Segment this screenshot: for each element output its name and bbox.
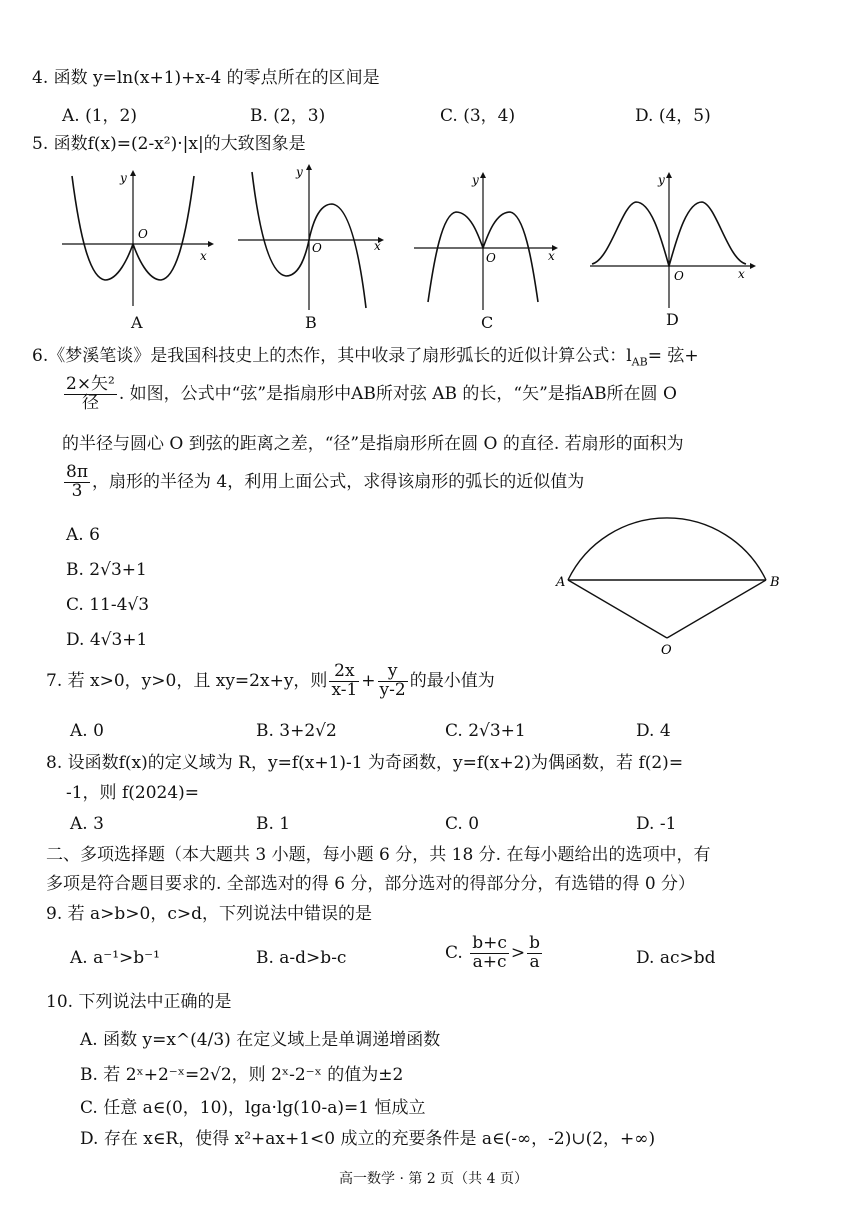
q9-c-gt: >	[510, 942, 526, 963]
q9-option-b: B. a-d>b-c	[256, 948, 347, 968]
q10-option-a: A. 函数 y=x^(4/3) 在定义域上是单调递增函数	[80, 1030, 441, 1050]
q6-line1-tail: = 弦+	[647, 346, 699, 366]
q6-frac1-num: 2×矢²	[66, 374, 115, 394]
graph-d-x-label: x	[738, 267, 745, 281]
q7-stem-pre: 7. 若 x>0，y>0，且 xy=2x+y，则	[46, 670, 328, 691]
q5-graph-a	[60, 168, 215, 308]
q4-option-b: B. (2，3)	[250, 106, 326, 126]
section-2-heading-line1: 二、多项选择题（本大题共 3 小题，每小题 6 分，共 18 分. 在每小题给出的选项中，有	[46, 845, 711, 865]
q7-f2-num: y	[378, 663, 408, 682]
q9-option-a: A. a⁻¹>b⁻¹	[70, 948, 160, 968]
q5-graph-b-label: B	[305, 313, 317, 332]
graph-c-y-label: y	[472, 173, 479, 187]
q7-option-c: C. 2√3+1	[445, 721, 526, 741]
q7-f1-den: x-1	[331, 679, 358, 700]
q8-line1: 8. 设函数f(x)的定义域为 R，y=f(x+1)-1 为奇函数，y=f(x+2)为偶函数，若 f(2)=	[46, 753, 684, 773]
q8-option-c: C. 0	[445, 814, 480, 834]
q6-line4-text: ，扇形的半径为 4，利用上面公式，求得该扇形的弧长的近似值为	[92, 471, 585, 492]
q6-line2	[62, 376, 677, 413]
q8-option-a: A. 3	[70, 814, 104, 834]
q7-option-a: A. 0	[70, 721, 104, 741]
q9-c-den2: a	[529, 951, 540, 972]
q6-frac2-den: 3	[71, 480, 83, 501]
sector-point-b: B	[770, 575, 780, 590]
q7-option-d: D. 4	[636, 721, 671, 741]
q6-line2-text: . 如图，公式中“弦”是指扇形中AB所对弦 AB 的长，“矢”是指AB所在圆 O	[118, 383, 677, 404]
q5-graph-c	[412, 170, 562, 312]
q4-option-d: D. (4，5)	[635, 106, 711, 126]
q9-option-c-label: C.	[445, 942, 463, 963]
q8-option-b: B. 1	[256, 814, 291, 834]
graph-b-x-label: x	[374, 239, 381, 253]
sector-point-a: A	[556, 575, 566, 590]
q10-option-b: B. 若 2ˣ+2⁻ˣ=2√2，则 2ˣ-2⁻ˣ 的值为±2	[80, 1065, 404, 1085]
section-2-heading-line2: 多项是符合题目要求的. 全部选对的得 6 分，部分选对的得部分分，有选错的得 0 分）	[46, 874, 696, 894]
q6-option-d: D. 4√3+1	[66, 630, 148, 650]
q8-option-d: D. -1	[636, 814, 677, 834]
q6-line4	[62, 464, 584, 501]
q9-option-d: D. ac>bd	[636, 948, 716, 968]
graph-b-y-label: y	[296, 165, 303, 179]
graph-d-origin-label: O	[674, 269, 684, 283]
q5-graph-a-label: A	[131, 313, 143, 332]
q10-option-d: D. 存在 x∈R，使得 x²+ax+1<0 成立的充要条件是 a∈(-∞，-2)∪(2，+∞)	[80, 1129, 656, 1149]
q4-option-a: A. (1，2)	[62, 106, 137, 126]
sector-point-o: O	[661, 643, 672, 658]
q4-option-c: C. (3，4)	[440, 106, 516, 126]
q6-fraction-2	[64, 464, 90, 501]
q4-stem: 4. 函数 y=ln(x+1)+x-4 的零点所在的区间是	[32, 68, 380, 88]
q6-fraction-1	[64, 376, 117, 413]
q6-option-c: C. 11-4√3	[66, 595, 150, 615]
q9-stem: 9. 若 a>b>0，c>d，下列说法中错误的是	[46, 904, 372, 924]
q7-fraction-1	[329, 663, 359, 700]
q5-graph-d-label: D	[666, 310, 679, 329]
q7-option-b: B. 3+2√2	[256, 721, 337, 741]
graph-b-origin-label: O	[312, 241, 322, 255]
q6-line1-text: 6.《梦溪笔谈》是我国科技史上的杰作，其中收录了扇形弧长的近似计算公式：l	[32, 346, 632, 366]
page-footer: 高一数学 · 第 2 页（共 4 页）	[339, 1171, 528, 1187]
q7-stem-post: 的最小值为	[409, 670, 495, 691]
q5-graph-c-label: C	[481, 313, 494, 332]
q6-option-a: A. 6	[66, 525, 100, 545]
q6-line1-sub: AB	[631, 355, 648, 369]
q9-c-num2: b	[529, 933, 541, 953]
q7-f1-num: 2x	[329, 663, 359, 682]
q9-option-c-frac2	[527, 935, 542, 972]
q7-stem	[46, 663, 495, 700]
q8-line2: -1，则 f(2024)=	[66, 783, 200, 803]
q10-stem: 10. 下列说法中正确的是	[46, 992, 232, 1012]
q7-f2-den: y-2	[379, 679, 406, 700]
q6-line3: 的半径与圆心 O 到弦的距离之差，“径”是指扇形所在圆 O 的直径. 若扇形的面积为	[62, 434, 684, 454]
q9-c-num1: b+c	[472, 933, 507, 953]
graph-c-origin-label: O	[486, 251, 496, 265]
q9-c-den1: a+c	[472, 951, 507, 972]
graph-a-x-label: x	[200, 249, 207, 263]
q6-frac1-den: 径	[81, 392, 99, 413]
q6-option-b: B. 2√3+1	[66, 560, 147, 580]
q5-graph-b	[236, 162, 386, 312]
graph-a-origin-label: O	[138, 227, 148, 241]
q6-sector-figure	[550, 500, 790, 660]
q10-option-c: C. 任意 a∈(0，10)，lga·lg(10-a)=1 恒成立	[80, 1098, 426, 1118]
q5-stem: 5. 函数f(x)=(2-x²)·|x|的大致图象是	[32, 134, 306, 154]
q6-frac2-num: 8π	[66, 462, 88, 482]
graph-d-y-label: y	[658, 173, 665, 187]
q6-line1	[32, 346, 699, 369]
graph-c-x-label: x	[548, 249, 555, 263]
q9-option-c-frac1	[470, 935, 509, 972]
q9-option-c	[445, 935, 544, 972]
q7-fraction-2	[378, 663, 408, 700]
q5-graph-d	[588, 170, 763, 310]
q7-plus: +	[361, 670, 376, 691]
graph-a-y-label: y	[120, 171, 127, 185]
